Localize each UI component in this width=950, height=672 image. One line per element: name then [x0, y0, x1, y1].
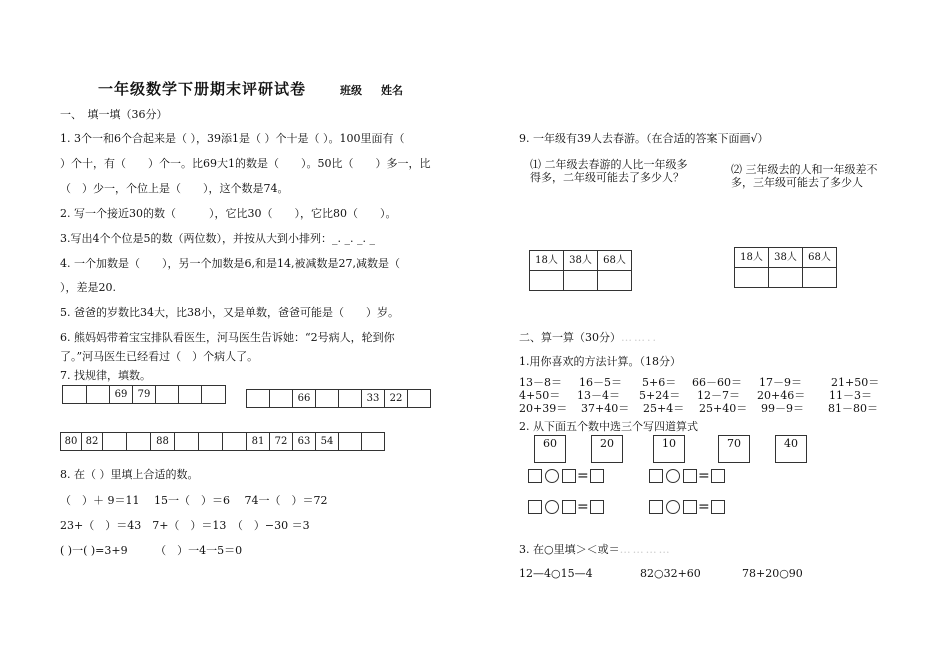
equation-template-3: [528, 499, 604, 515]
answer-box[interactable]: [562, 500, 576, 514]
pattern-cell: 33: [361, 389, 385, 408]
pattern-cell: 66: [292, 389, 316, 408]
calc-item: 25+40＝: [699, 402, 748, 415]
pattern-cell: 82: [81, 432, 103, 451]
answer-box[interactable]: [528, 500, 542, 514]
name-label: 姓名: [381, 84, 403, 97]
answer-box[interactable]: [683, 469, 697, 483]
check-cell[interactable]: [564, 271, 598, 291]
pattern-cell: 69: [109, 385, 133, 404]
check-cell[interactable]: [803, 268, 837, 288]
equation-template-4: [649, 499, 725, 515]
calc-item: 20+39＝: [519, 402, 568, 415]
number-card: 60: [534, 435, 566, 463]
equals-sign: =: [698, 499, 710, 515]
pattern-cell[interactable]: [174, 432, 199, 451]
option-cell: 38人: [564, 251, 598, 271]
answer-box[interactable]: [562, 469, 576, 483]
equation-template-1: [528, 468, 604, 484]
question-8-line-3: ( )一( )=3+9 （ ）一4一5＝0: [60, 544, 243, 557]
pattern-cell[interactable]: [155, 385, 179, 404]
option-cell: 68人: [598, 251, 632, 271]
section-2-question-3: [519, 541, 672, 557]
answer-table-2: [734, 247, 837, 288]
pattern-cell[interactable]: [338, 432, 362, 451]
question-5: 5. 爸爸的岁数比34大，比38小，又是单数，爸爸可能是（ ）岁。: [60, 306, 399, 319]
question-9-part-1: ⑴ 二年级去春游的人比一年级多得多，二年级可能去了多少人？: [530, 158, 688, 184]
page-title: 一年级数学下册期末评研试卷: [98, 80, 307, 98]
answer-box[interactable]: [528, 469, 542, 483]
answer-box[interactable]: [590, 500, 604, 514]
pattern-cell: 81: [246, 432, 270, 451]
question-6-line-1: 6. 熊妈妈带着宝宝排队看医生，河马医生告诉她：“2号病人，轮到你: [60, 331, 395, 344]
pattern-row-b: [246, 389, 431, 408]
pattern-cell[interactable]: [222, 432, 247, 451]
pattern-row-a: [62, 385, 226, 404]
pattern-cell[interactable]: [201, 385, 226, 404]
pattern-cell[interactable]: [102, 432, 127, 451]
pattern-cell[interactable]: [315, 389, 339, 408]
option-cell: 18人: [530, 251, 564, 271]
question-9-part-2: ⑵ 三年级去的人和一年级差不多，三年级可能去了多少人: [731, 163, 878, 189]
operator-circle[interactable]: [545, 500, 559, 514]
pattern-cell[interactable]: [62, 385, 87, 404]
dotted-fill: ……..: [621, 331, 658, 344]
question-8: 8. 在（ ）里填上合适的数。: [60, 468, 199, 481]
question-1-line-2: ）个十，有（ ）个一。比69大1的数是（ ）。50比（ ）多一，比: [60, 157, 431, 170]
pattern-cell[interactable]: [178, 385, 202, 404]
equals-sign: =: [577, 468, 589, 484]
check-cell[interactable]: [769, 268, 803, 288]
question-9: 9. 一年级有39人去春游。（在合适的答案下面画√）: [519, 132, 769, 145]
pattern-cell[interactable]: [86, 385, 110, 404]
pattern-cell: 63: [292, 432, 316, 451]
number-card: 40: [775, 435, 807, 463]
calc-item: 5+24＝: [639, 389, 681, 402]
question-7: 7. 找规律，填数。: [60, 369, 151, 382]
compare-item-2[interactable]: 82○32+60: [640, 567, 701, 580]
section-2-title: 二、算一算（30分）: [519, 331, 621, 344]
question-4-line-2: ），差是20.: [60, 281, 116, 294]
equals-sign: =: [577, 499, 589, 515]
class-label: 班级: [340, 84, 362, 97]
calc-item: 5+6＝: [642, 376, 677, 389]
calc-item: 4+50＝: [519, 389, 561, 402]
equation-template-2: [649, 468, 725, 484]
pattern-cell: 54: [315, 432, 339, 451]
question-8-line-1: （ ）＋ 9＝11 15一（ ）＝6 74一（ ）＝72: [60, 494, 328, 507]
pattern-cell[interactable]: [407, 389, 431, 408]
check-cell[interactable]: [530, 271, 564, 291]
compare-item-3[interactable]: 78+20○90: [742, 567, 803, 580]
pattern-cell: 79: [132, 385, 156, 404]
calc-item: 20+46＝: [757, 389, 806, 402]
calc-item: 13－8＝: [519, 376, 562, 389]
question-8-line-2: 23+（ ）＝43 7+（ ）＝13 （ ）−30 ＝3: [60, 519, 310, 532]
section-2-question-1: 1.用你喜欢的方法计算。（18分）: [519, 355, 681, 368]
option-cell: 68人: [803, 248, 837, 268]
calc-item: 37+40＝: [581, 402, 630, 415]
pattern-cell[interactable]: [338, 389, 362, 408]
answer-box[interactable]: [711, 500, 725, 514]
answer-box[interactable]: [649, 500, 663, 514]
question-3-text: 3. 在○里填＞＜或＝: [519, 543, 620, 556]
equals-sign: =: [698, 468, 710, 484]
pattern-cell[interactable]: [361, 432, 385, 451]
question-2: 2. 写一个接近30的数（ ），它比30（ ），它比80（ ）。: [60, 207, 397, 220]
section-2-question-2: 2. 从下面五个数中选三个写四道算式: [519, 420, 698, 433]
pattern-row-d: [246, 432, 385, 451]
calc-item: 21+50＝: [831, 376, 880, 389]
calc-item: 13－4＝: [577, 389, 620, 402]
calc-item: 25+4＝: [643, 402, 685, 415]
operator-circle[interactable]: [666, 469, 680, 483]
option-cell: 38人: [769, 248, 803, 268]
calc-item: 16－5＝: [579, 376, 622, 389]
answer-table-1: [529, 250, 632, 291]
pattern-cell: 88: [150, 432, 175, 451]
check-cell[interactable]: [598, 271, 632, 291]
pattern-cell: 80: [60, 432, 82, 451]
pattern-cell[interactable]: [126, 432, 151, 451]
number-card: 70: [718, 435, 750, 463]
check-cell[interactable]: [735, 268, 769, 288]
question-4-line-1: 4. 一个加数是（ ），另一个加数是6,和是14,被减数是27,减数是（: [60, 257, 400, 270]
section-2-heading: [519, 329, 658, 345]
answer-box[interactable]: [683, 500, 697, 514]
operator-circle[interactable]: [545, 469, 559, 483]
compare-item-1[interactable]: 12—4○15—4: [519, 567, 593, 580]
answer-box[interactable]: [590, 469, 604, 483]
pattern-cell[interactable]: [246, 389, 270, 408]
operator-circle[interactable]: [666, 500, 680, 514]
answer-box[interactable]: [649, 469, 663, 483]
number-card: 20: [591, 435, 623, 463]
pattern-cell[interactable]: [198, 432, 223, 451]
pattern-cell: 72: [269, 432, 293, 451]
pattern-cell: 22: [384, 389, 408, 408]
question-1-line-1: 1. 3个一和6个合起来是（ ），39添1是（ ）个十是（ ）。100里面有（: [60, 132, 405, 145]
section-1-heading: 一、 填一填（36分）: [60, 108, 168, 121]
question-3: 3.写出4个个位是5的数（两位数），并按从大到小排列：_. _. _. _: [60, 232, 375, 245]
calc-item: 99－9＝: [761, 402, 804, 415]
calc-item: 81－80＝: [828, 402, 878, 415]
calc-item: 12－7＝: [697, 389, 740, 402]
dotted-fill: …………: [619, 543, 672, 556]
pattern-row-c: [60, 432, 247, 451]
question-6-line-2: 了。”河马医生已经看过（ ）个病人了。: [60, 350, 259, 363]
calc-item: 66－60＝: [692, 376, 742, 389]
pattern-cell[interactable]: [269, 389, 293, 408]
option-cell: 18人: [735, 248, 769, 268]
calc-item: 11－3＝: [829, 389, 872, 402]
calc-item: 17－9＝: [759, 376, 802, 389]
answer-box[interactable]: [711, 469, 725, 483]
number-card: 10: [653, 435, 685, 463]
question-1-line-3: （ ）少一，个位上是（ ），这个数是74。: [60, 182, 289, 195]
